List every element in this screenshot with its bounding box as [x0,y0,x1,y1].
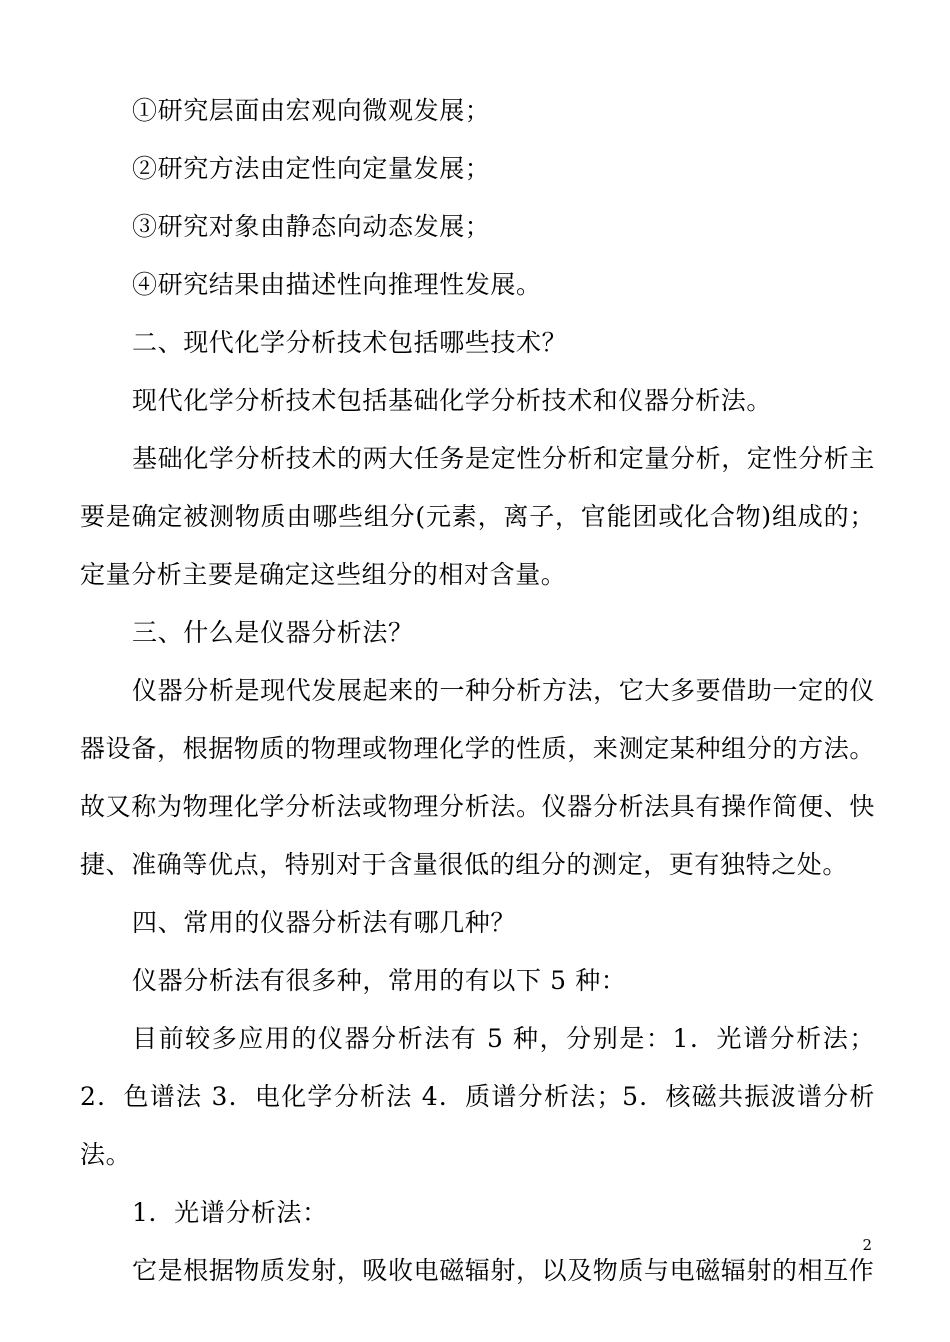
page-number: 2 [862,1236,872,1254]
subheading-spectral-analysis: 1．光谱分析法： [132,1198,328,1227]
list-item-research-object: ③研究对象由静态向动态发展； [132,212,491,241]
paragraph-modern-analysis: 现代化学分析技术包括基础化学分析技术和仪器分析法。 [132,386,773,415]
list-item-research-level: ①研究层面由宏观向微观发展； [132,96,491,125]
paragraph-basic-analysis: 基础化学分析技术的两大任务是定性分析和定量分析，定性分析主要是确定被测物质由哪些组分(元素，离子，官能团或化合物)组成的；定量分析主要是确定这些组分的相对含量。 [80,444,875,589]
section-heading-3: 三、什么是仪器分析法？ [132,618,414,647]
paragraph-spectral-analysis: 它是根据物质发射，吸收电磁辐射，以及物质与电磁辐射的相互作 [132,1256,875,1285]
paragraph-five-methods: 目前较多应用的仪器分析法有 5 种，分别是：1．光谱分析法；2．色谱法 3．电化学分析法 4．质谱分析法；5．核磁共振波谱分析法。 [80,1024,875,1169]
document-body [80,82,875,1300]
list-item-research-method: ②研究方法由定性向定量发展； [132,154,491,183]
paragraph-instrument-analysis: 仪器分析是现代发展起来的一种分析方法，它大多要借助一定的仪器设备，根据物质的物理或物理化学的性质，来测定某种组分的方法。故又称为物理化学分析法或物理分析法。仪器分析法具有操作简便、快捷、准确等优点，特别对于含量很低的组分的测定，更有独特之处。 [80,676,875,879]
paragraph-common-methods: 仪器分析法有很多种，常用的有以下 5 种： [132,966,627,995]
section-heading-4: 四、常用的仪器分析法有哪几种？ [132,908,517,937]
section-heading-2: 二、现代化学分析技术包括哪些技术？ [132,328,568,357]
list-item-research-result: ④研究结果由描述性向推理性发展。 [132,270,542,299]
